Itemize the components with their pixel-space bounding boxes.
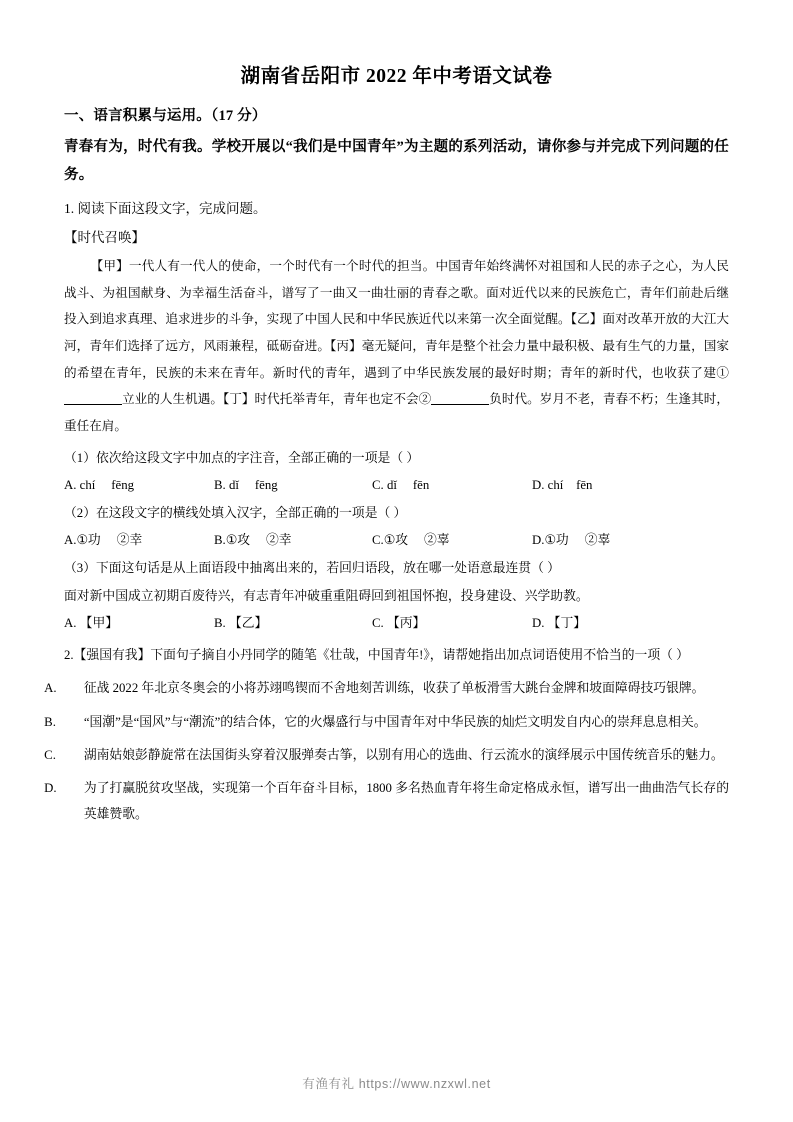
question-1-1: （1）依次给这段文字中加点的字注音，全部正确的一项是（ ） [64, 450, 420, 465]
option-c-label: C. [44, 747, 56, 762]
passage-label: 【时代召唤】 [64, 230, 145, 246]
option-d-text: 为了打赢脱贫攻坚战，实现第一个百年奋斗目标，1800 多名热血青年将生命定格成永恒，谱写出一曲曲浩气长存的英雄赞歌。 [83, 781, 729, 822]
question-1-3: （3）下面这句话是从上面语段中抽离出来的，若回归语段，放在哪一处语意最连贯（ ） [64, 561, 560, 575]
passage-body [64, 253, 729, 440]
question-2-option-c[interactable] [44, 742, 729, 768]
question-2-stem: 2.【强国有我】下面句子摘自小丹同学的随笔《壮哉，中国青年!》，请帮她指出加点词语使用不恰当的一项（ ） [64, 647, 689, 662]
question-1-1-options [64, 473, 729, 499]
passage-part-1: 【甲】一代人有一代人的使命，一个时代有一个时代的担当。中国青年始终满怀对祖国和人民的赤子之心，为人民战斗、为祖国献身、为幸福生活奋斗，谱写了一曲又一曲壮丽的青春之歌。面对近代以来的民族危亡，青年们前赴后继投入到追求真理、追求进步的斗争，实现了中国人民和中华民族近代以来第一次全面觉醒。【乙】面对改革开放的大江大河，青年们选择了远方，风雨兼程，砥砺奋进。【丙】毫无疑问，青年是整个社会力量中最积极、最有生气的力量，国家的希望在青年，民族的未来在青年。新时代的青年，遇到了中华民族发展的最好时期；青年的新时代，也收获了建① [64, 258, 729, 380]
option-a[interactable]: A.①功 ②幸 [64, 533, 143, 548]
option-b[interactable]: B.①攻 ②幸 [214, 533, 292, 548]
option-b-label: B. [44, 714, 56, 729]
option-d[interactable]: D. chí fēn [532, 478, 593, 493]
option-c[interactable]: C. dǐ fēn [372, 478, 430, 493]
question-1-2: （2）在这段文字的横线处填入汉字，全部正确的一项是（ ） [64, 505, 407, 520]
option-c-text: 湖南姑娘彭静旋常在法国街头穿着汉服弹奏古筝，以别有用心的选曲、行云流水的演绎展示中国传统音乐的魅力。 [83, 747, 724, 762]
option-b[interactable]: B. dǐ fēng [214, 478, 278, 493]
question-1-2-options [64, 528, 729, 554]
page-title: 湖南省岳阳市 2022 年中考语文试卷 [240, 66, 553, 87]
option-b-text: “国潮”是“国风”与“潮流”的结合体，它的火爆盛行与中国青年对中华民族的灿烂文明发自内心的崇拜息息相关。 [83, 714, 707, 729]
lead-paragraph: 青春有为，时代有我。学校开展以“我们是中国青年”为主题的系列活动，请你参与并完成下列问题的任务。 [64, 139, 729, 184]
question-2-option-b[interactable] [44, 709, 729, 735]
blank-line-1 [64, 404, 122, 405]
question-1-3-sentence: 面对新中国成立初期百废待兴，有志青年冲破重重阻碍回到祖国怀抱，投身建设、兴学助教。 [64, 588, 589, 603]
option-d-label: D. [44, 781, 57, 796]
option-c[interactable]: C. 【丙】 [372, 616, 426, 631]
option-a-label: A. [44, 681, 57, 696]
question-2-option-a[interactable] [44, 675, 729, 701]
option-d[interactable]: D.①功 ②辜 [532, 533, 611, 548]
section-heading: 一、语言积累与运用。（17 分） [64, 108, 267, 124]
option-a[interactable]: A. chí fēng [64, 478, 135, 493]
passage-part-2: 立业的人生机遇。【丁】时代托举青年，青年也定不会② [122, 392, 432, 407]
option-a-text: 征战 2022 年北京冬奥会的小将苏翊鸣锲而不舍地刻苦训练，收获了单板滑雪大跳台金牌和坡面障碍技巧银牌。 [83, 681, 705, 696]
option-c[interactable]: C.①攻 ②辜 [372, 533, 450, 548]
question-1-3-options [64, 611, 729, 637]
option-d[interactable]: D. 【丁】 [532, 616, 587, 631]
option-b[interactable]: B. 【乙】 [214, 616, 268, 631]
passage-part-3: 负时代。岁月不老，青春不朽；生逢其时，重任在肩。 [64, 392, 730, 433]
blank-line-2 [431, 404, 489, 405]
option-a[interactable]: A. 【甲】 [64, 616, 119, 631]
footer-watermark: 有渔有礼 https://www.nzxwl.net [302, 1077, 491, 1091]
question-2-option-d[interactable] [44, 775, 729, 827]
question-1-stem: 1. 阅读下面这段文字，完成问题。 [64, 200, 267, 216]
